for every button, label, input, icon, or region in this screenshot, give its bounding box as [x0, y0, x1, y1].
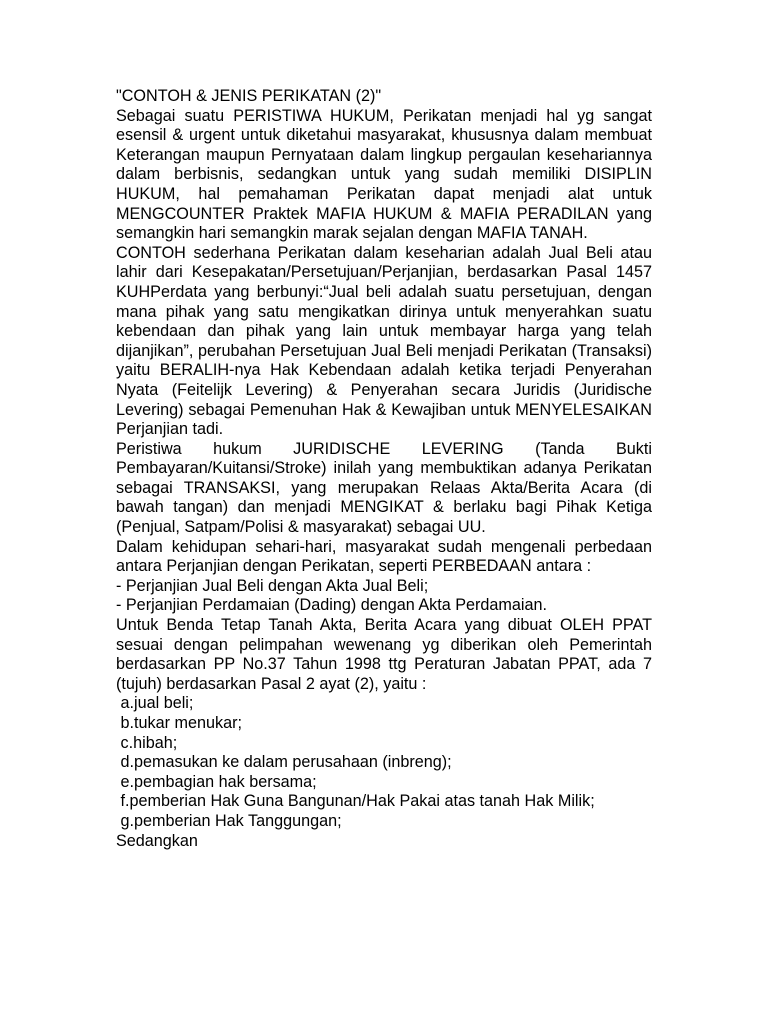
paragraph-peristiwa-hukum: Sebagai suatu PERISTIWA HUKUM, Perikatan menjadi hal yg sangat esensil & urgent untuk diketahui masyarakat, khususnya dalam membuat Keterangan maupun Pernyataan dalam lingkup pergaulan kesehariannya dalam berbisnis, sedangkan untuk yang sudah memiliki DISIPLIN HUKUM, hal pemahaman Perikatan dapat menjadi alat untuk MENGCOUNTER Praktek MAFIA HUKUM & MAFIA PERADILAN yang semangkin hari semangkin marak sejalan dengan MAFIA TANAH.	[116, 106, 652, 243]
list-item-akta: g.pemberian Hak Tanggungan;	[116, 811, 342, 830]
list-item-akta: f.pemberian Hak Guna Bangunan/Hak Pakai atas tanah Hak Milik;	[116, 792, 595, 811]
paragraph-contoh-jual-beli: CONTOH sederhana Perikatan dalam keseharian adalah Jual Beli atau lahir dari Kesepakatan/Persetujuan/Perjanjian, berdasarkan Pasal 1457 KUHPerdata yang berbunyi:“Jual beli adalah suatu persetujuan, dengan mana pihak yang satu mengikatkan dirinya untuk menyerahkan suatu kebendaan dan pihak yang lain untuk membayar harga yang telah dijanjikan”, perubahan Persetujuan Jual Beli menjadi Perikatan (Transaksi) yaitu BERALIH-nya Hak Kebendaan adalah ketika terjadi Penyerahan Nyata (Feitelijk Levering) & Penyerahan secara Juridis (Juridische Levering) sebagai Pemenuhan Hak & Kewajiban untuk MENYELESAIKAN Perjanjian tadi.	[116, 243, 652, 439]
paragraph-perbedaan: Dalam kehidupan sehari-hari, masyarakat sudah mengenali perbedaan antara Perjanjian dengan Perikatan, seperti PERBEDAAN antara :	[116, 537, 652, 576]
list-item-difference: - Perjanjian Jual Beli dengan Akta Jual Beli;	[116, 576, 429, 595]
list-item-akta: c.hibah;	[116, 733, 178, 752]
list-item-akta: e.pembagian hak bersama;	[116, 772, 317, 791]
list-item-difference: - Perjanjian Perdamaian (Dading) dengan Akta Perdamaian.	[116, 596, 548, 615]
list-item-akta: a.jual beli;	[116, 694, 194, 713]
list-item-akta: b.tukar menukar;	[116, 714, 242, 732]
document-title: "CONTOH & JENIS PERIKATAN (2)"	[116, 87, 382, 105]
paragraph-ppat: Untuk Benda Tetap Tanah Akta, Berita Acara yang dibuat OLEH PPAT sesuai dengan pelimpahan wewenang yg diberikan oleh Pemerintah berdasarkan PP No.37 Tahun 1998 ttg Peraturan Jabatan PPAT, ada 7 (tujuh) berdasarkan Pasal 2 ayat (2), yaitu :	[116, 616, 652, 693]
document-body	[116, 87, 652, 851]
closing-text: Sedangkan	[116, 831, 198, 850]
list-item-akta: d.pemasukan ke dalam perusahaan (inbreng);	[116, 753, 452, 772]
paragraph-juridische-levering: Peristiwa hukum JURIDISCHE LEVERING (Tanda Bukti Pembayaran/Kuitansi/Stroke) inilah yang membuktikan adanya Perikatan sebagai TRANSAKSI, yang merupakan Relaas Akta/Berita Acara (di bawah tangan) dan menjadi MENGIKAT & berlaku bagi Pihak Ketiga (Penjual, Satpam/Polisi & masyarakat) sebagai UU.	[116, 439, 652, 537]
